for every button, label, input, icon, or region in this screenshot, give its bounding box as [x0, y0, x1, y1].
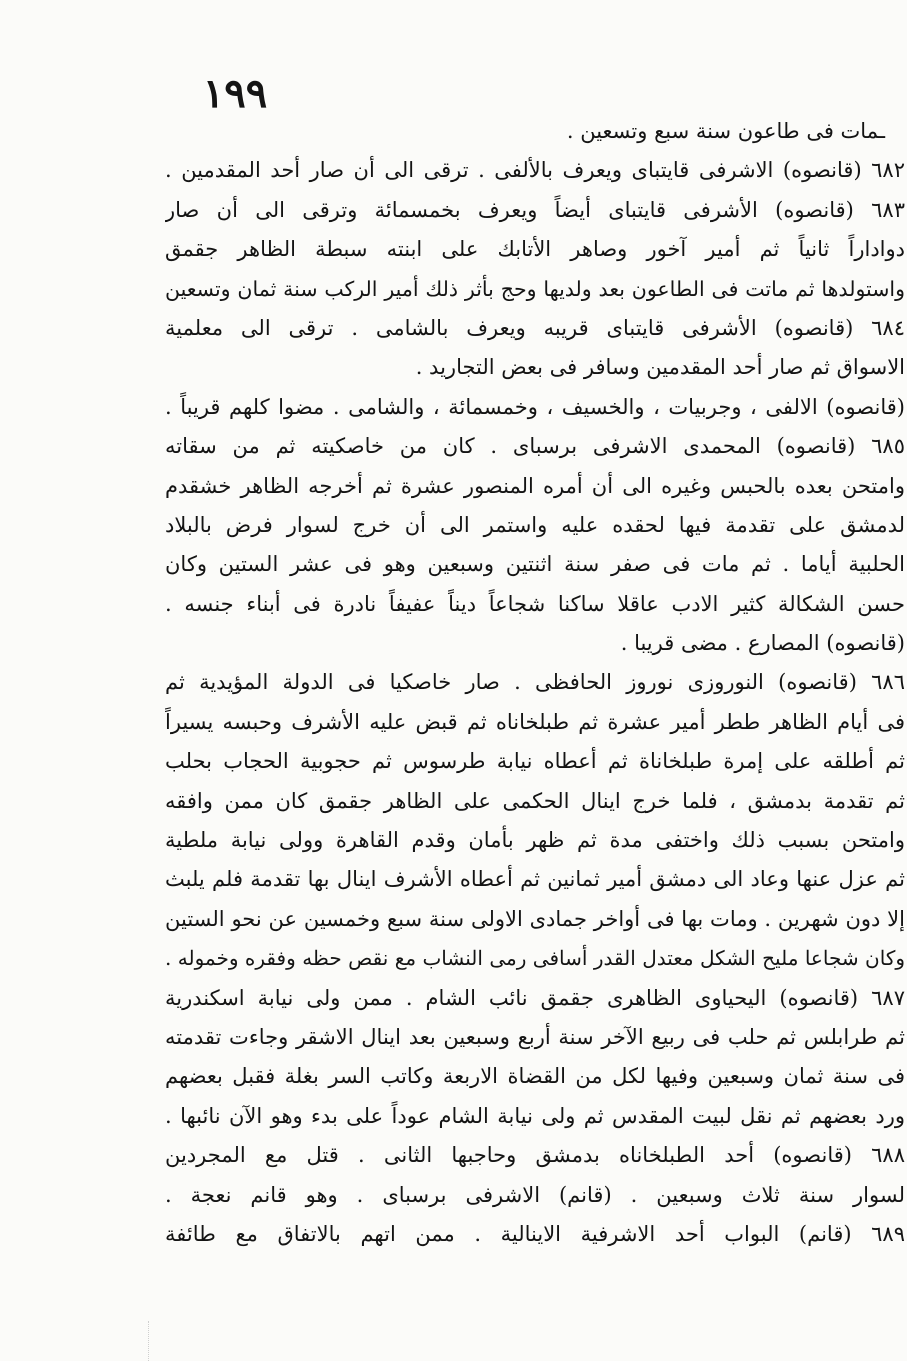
- text-line: ٦٨٩ (قانم) البواب أحد الاشرفية الاينالية . ممن اتهم بالاتفاق مع طائفة: [165, 1221, 905, 1246]
- text-line: حسن الشكالة كثير الادب عاقلا ساكنا شجاعاً ديناً عفيفاً نادرة فى أبناء جنسه .: [165, 591, 905, 616]
- page-number: ١٩٩: [202, 70, 268, 117]
- binding-mark: [148, 1321, 151, 1361]
- text-line: ٦٨٣ (قانصوه) الأشرفى قايتباى أيضاً ويعرف بخمسمائة وترقى الى أن صار: [165, 197, 905, 222]
- text-line: فى أيام الظاهر ططر أمير عشرة ثم طبلخاناه ثم قبض عليه الأشرف وحبسه يسيراً: [165, 709, 905, 734]
- text-line: دواداراً ثانياً ثم أمير آخور وصاهر الأتابك على ابنته سبطة الظاهر جقمق: [165, 237, 905, 262]
- text-line: ثم عزل عنها وعاد الى دمشق أمير ثمانين ثم أعطاه الأشرف اينال بها تقدمة فلم يلبث: [165, 867, 905, 892]
- text-line: ثم أطلقه على إمرة طبلخاناة ثم أعطاه نيابة طرسوس ثم حجوبية الحجاب بحلب: [165, 749, 905, 774]
- text-line: فى سنة ثمان وسبعين وفيها لكل من القضاة الاربعة وكاتب السر بغلة فقبل بعضهم: [165, 1064, 905, 1089]
- text-line: لسوار سنة ثلاث وسبعين . (قانم) الاشرفى برسباى . وهو قانم نعجة .: [165, 1182, 905, 1207]
- text-line: (قانصوه) المصارع . مضى قريبا .: [620, 631, 905, 656]
- body-text: [165, 112, 905, 1254]
- text-line: ـمات فى طاعون سنة سبع وتسعين .: [566, 119, 885, 143]
- text-line: وكان شجاعا مليح الشكل معتدل القدر أسافى رمى النشاب مع نقص حظه وفقره وخموله .: [165, 946, 905, 971]
- text-line: الحلبية أياما . ثم مات فى صفر سنة اثنتين وسبعين وهو فى عشر الستين وكان: [165, 552, 905, 577]
- text-line: ٦٨٦ (قانصوه) النوروزى نوروز الحافظى . صار خاصكيا فى الدولة المؤيدية ثم: [165, 670, 905, 695]
- text-line: ثم تقدمة بدمشق ، فلما خرج اينال الحكمى على الظاهر جقمق كان ممن وافقه: [165, 788, 905, 813]
- text-line: ورد بعضهم ثم نقل لبيت المقدس ثم ولى نيابة الشام عوداً على بدء وهو الآن نائبها .: [165, 1103, 905, 1128]
- text-line: (قانصوه) الالفى ، وجربيات ، والخسيف ، وخمسمائة ، والشامى . مضوا كلهم قريباً .: [165, 394, 905, 419]
- text-line: إلا دون شهرين . ومات بها فى أواخر جمادى الاولى سنة سبع وخمسين عن نحو الستين: [165, 906, 905, 931]
- text-line: ٦٨٥ (قانصوه) المحمدى الاشرفى برسباى . كان من خاصكيته ثم من سقاته: [165, 434, 905, 459]
- text-line: ٦٨٨ (قانصوه) أحد الطبلخاناه بدمشق وحاجبها الثانى . قتل مع المجردين: [165, 1143, 905, 1168]
- text-line: ٦٨٧ (قانصوه) اليحياوى الظاهرى جقمق نائب الشام . ممن ولى نيابة اسكندرية: [165, 985, 905, 1010]
- text-line: ٦٨٢ (قانصوه) الاشرفى قايتباى ويعرف بالألفى . ترقى الى أن صار أحد المقدمين .: [165, 158, 905, 183]
- text-line: الاسواق ثم صار أحد المقدمين وسافر فى بعض التجاريد .: [415, 355, 905, 380]
- text-line: ثم طرابلس ثم حلب فى ربيع الآخر سنة أربع وسبعين بعد اينال الاشقر وجاءت تقدمته: [165, 1024, 905, 1049]
- text-line: لدمشق على تقدمة فيها لحقده عليه واستمر الى أن خرج لسوار فرض بالبلاد: [165, 512, 905, 537]
- text-line: وامتحن بسبب ذلك واختفى مدة ثم ظهر بأمان وقدم القاهرة وولى نيابة ملطية: [165, 828, 905, 853]
- text-line: وامتحن بعده بالحبس وغيره الى أن أمره المنصور عشرة ثم أخرجه الظاهر خشقدم: [165, 473, 905, 498]
- text-line: واستولدها ثم ماتت فى الطاعون بعد ولديها وحج بأثر ذلك أمير الركب سنة ثمان وتسعين: [165, 276, 905, 301]
- text-line: ٦٨٤ (قانصوه) الأشرفى قايتباى قريبه ويعرف بالشامى . ترقى الى معلمية: [165, 315, 905, 340]
